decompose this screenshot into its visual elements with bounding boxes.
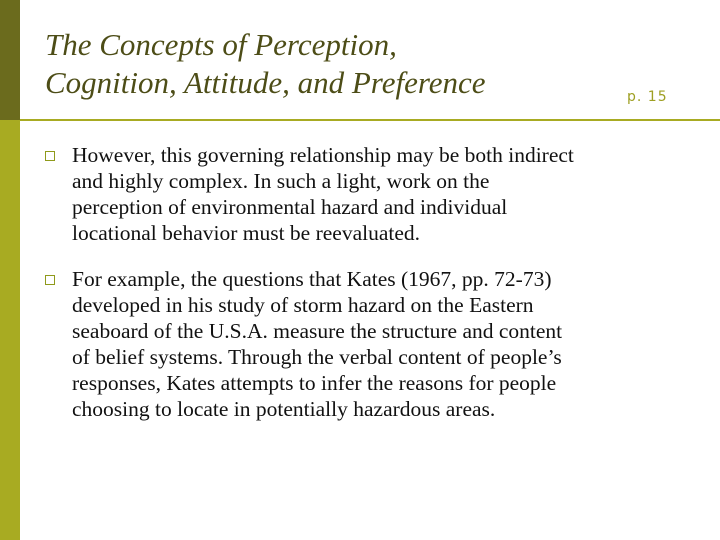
title-line-2: Cognition, Attitude, and Preference (45, 65, 486, 100)
bullet-list (45, 142, 695, 442)
bullet-1-line-3: perception of environmental hazard and individual (72, 195, 508, 219)
bullet-2-line-1: For example, the questions that Kates (1967, pp. 72-73) (72, 267, 552, 291)
page-reference: p. 15 (627, 89, 668, 105)
square-bullet-icon (45, 275, 55, 285)
bullet-2-line-3: seaboard of the U.S.A. measure the structure and content (72, 319, 563, 343)
bullet-2-line-4: of belief systems. Through the verbal content of people’s (72, 345, 562, 369)
bullet-2-line-6: choosing to locate in potentially hazardous areas. (72, 397, 496, 421)
bullet-text-2 (72, 266, 695, 422)
bullet-1-line-4: locational behavior must be reevaluated. (72, 221, 421, 245)
title-line-1: The Concepts of Perception, (45, 27, 397, 62)
bullet-2-line-5: responses, Kates attempts to infer the reasons for people (72, 371, 557, 395)
title-divider (20, 119, 720, 121)
bullet-text-1 (72, 142, 695, 246)
bullet-1-line-2: and highly complex. In such a light, work on the (72, 169, 490, 193)
slide-title (45, 26, 625, 102)
bullet-2-line-2: developed in his study of storm hazard on the Eastern (72, 293, 534, 317)
left-bar-dark (0, 0, 20, 120)
bullet-item-2 (45, 266, 695, 422)
left-bar-light (0, 120, 20, 540)
square-bullet-icon (45, 151, 55, 161)
bullet-item-1 (45, 142, 695, 246)
bullet-1-line-1: However, this governing relationship may be both indirect (72, 143, 574, 167)
